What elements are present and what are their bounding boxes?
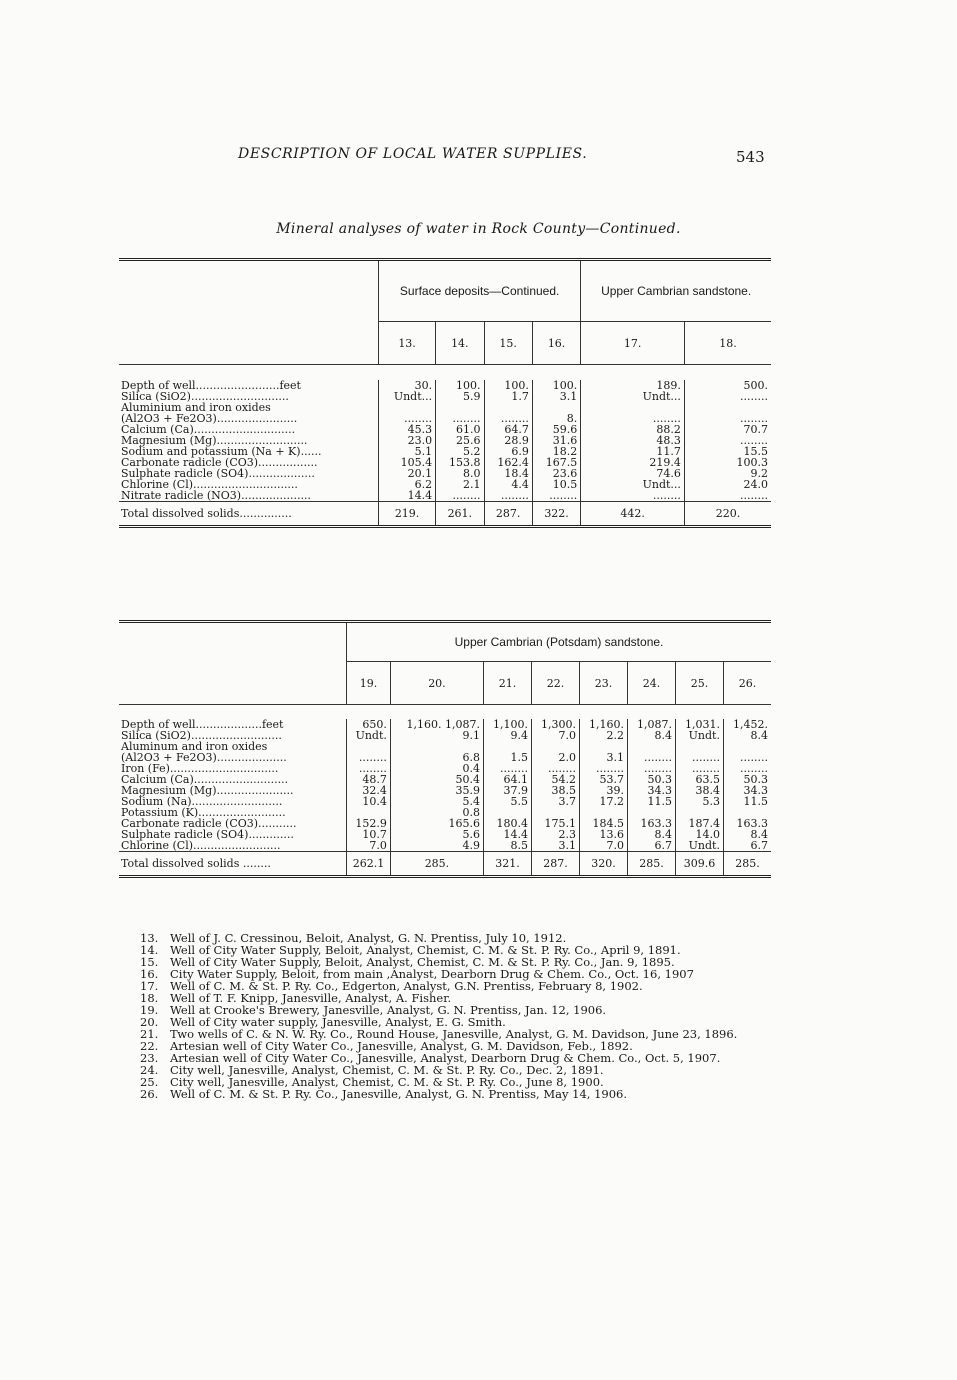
cell-value: 163.3: [723, 818, 771, 829]
cell-value: 10.7: [347, 829, 391, 840]
cell-value: 500.: [684, 380, 771, 391]
table-row: [119, 490, 771, 502]
cell-value: ........: [436, 413, 484, 424]
cell-value: 32.4: [347, 785, 391, 796]
cell-value: 180.4: [483, 818, 531, 829]
cell-value: 0.8: [390, 807, 483, 818]
cell-value: 7.0: [579, 840, 627, 852]
row-label: Chlorine (Cl).........................: [121, 839, 281, 852]
group-header-upper-cambrian: Upper Cambrian sandstone.: [581, 260, 771, 322]
cell-value: 163.3: [627, 818, 675, 829]
cell-value: 8.: [532, 413, 580, 424]
cell-value: 3.1: [531, 840, 579, 852]
group-header-upper-cambrian-potsdam: Upper Cambrian (Potsdam) sandstone.: [347, 622, 772, 662]
row-label: Sulphate radicle (SO4).............: [121, 828, 294, 841]
row-label: Carbonate radicle (CO3).................: [121, 456, 318, 469]
cell-value: 6.2: [379, 479, 436, 490]
cell-value: 2.0: [531, 752, 579, 763]
cell-value: 2.2: [579, 730, 627, 741]
cell-value: 105.4: [379, 457, 436, 468]
cell-value: 14.0: [675, 829, 723, 840]
cell-value: 38.5: [531, 785, 579, 796]
cell-value: 7.0: [347, 840, 391, 852]
row-label: Depth of well...................feet: [121, 718, 284, 731]
column-number: 19.: [347, 662, 391, 705]
cell-value: 1,087.: [627, 719, 675, 730]
cell-value: 1,300.: [531, 719, 579, 730]
cell-value: Undt...: [581, 391, 685, 402]
cell-value: 100.: [436, 380, 484, 391]
cell-value: 1.7: [484, 391, 532, 402]
cell-value: 6.7: [627, 840, 675, 852]
cell-value: 50.3: [627, 774, 675, 785]
footnote-text: Well at Crooke's Brewery, Janesville, Analyst, G. N. Prentiss, Jan. 12, 1906.: [170, 1003, 607, 1017]
footnote-number: 25.: [140, 1075, 159, 1089]
cell-value: 162.4: [484, 457, 532, 468]
footnote-text: City well, Janesville, Analyst, Chemist, C. M. & St. P. Ry. Co., June 8, 1900.: [170, 1075, 604, 1089]
row-label: Aluminium and iron oxides: [121, 401, 271, 414]
row-label: Magnesium (Mg)......................: [121, 784, 294, 797]
cell-value: Undt.: [675, 730, 723, 741]
row-label: Chlorine (Cl)..............................: [121, 478, 298, 491]
cell-value: 6.9: [484, 446, 532, 457]
cell-value: 11.7: [581, 446, 685, 457]
footnote-number: 16.: [140, 967, 159, 981]
total-value: 287.: [484, 502, 532, 527]
table-stub-head: [119, 260, 379, 365]
cell-value: 1,100.: [483, 719, 531, 730]
cell-value: ........: [484, 413, 532, 424]
row-label: Sodium and potassium (Na + K)......: [121, 445, 322, 458]
column-number: 20.: [390, 662, 483, 705]
cell-value: ........: [531, 763, 579, 774]
column-number: 26.: [723, 662, 771, 705]
cell-value: 4.9: [390, 840, 483, 852]
cell-value: ........: [723, 763, 771, 774]
cell-value: 187.4: [675, 818, 723, 829]
row-label: Potassium (K).........................: [121, 806, 286, 819]
footnote-text: Well of City Water Supply, Beloit, Analyst, Chemist, C. M. & St. P. Ry. Co., April 9, 1891.: [170, 943, 681, 957]
cell-value: 17.2: [579, 796, 627, 807]
total-label: Total dissolved solids ........: [119, 852, 347, 877]
row-label: Silica (SiO2)............................: [121, 390, 289, 403]
table-row: [119, 840, 771, 852]
footnote-number: 20.: [140, 1015, 159, 1029]
cell-value: 3.1: [579, 752, 627, 763]
cell-value: 61.0: [436, 424, 484, 435]
cell-value: Undt...: [581, 479, 685, 490]
footnote-text: Well of City Water Supply, Beloit, Analyst, Chemist, C. M. & St. P. Ry. Co., Jan. 9, 1895.: [170, 955, 675, 969]
total-row: [119, 502, 771, 527]
footnote-number: 22.: [140, 1039, 159, 1053]
cell-value: 28.9: [484, 435, 532, 446]
total-label: Total dissolved solids...............: [119, 502, 379, 527]
cell-value: 50.3: [723, 774, 771, 785]
row-label: Sodium (Na)..........................: [121, 795, 283, 808]
cell-value: 37.9: [483, 785, 531, 796]
cell-value: 5.3: [675, 796, 723, 807]
cell-value: 53.7: [579, 774, 627, 785]
cell-value: 11.5: [627, 796, 675, 807]
row-label: Calcium (Ca).............................: [121, 423, 296, 436]
cell-value: ........: [684, 391, 771, 402]
cell-value: 10.4: [347, 796, 391, 807]
total-value: 220.: [684, 502, 771, 527]
cell-value: ........: [347, 752, 391, 763]
total-value: 285.: [390, 852, 483, 877]
footnote-text: Two wells of C. & N. W. Ry. Co., Round House, Janesville, Analyst, G. M. Davidson, June 23, 1896.: [170, 1027, 738, 1041]
group-header-surface-deposits: Surface deposits—Continued.: [379, 260, 581, 322]
row-label: Nitrate radicle (NO3)....................: [121, 489, 312, 502]
column-number: 17.: [581, 322, 685, 365]
cell-value: ........: [581, 490, 685, 502]
cell-value: 152.9: [347, 818, 391, 829]
cell-value: 5.4: [390, 796, 483, 807]
row-label: Calcium (Ca)...........................: [121, 773, 289, 786]
analysis-table-1: [119, 258, 771, 528]
cell-value: 1,031.: [675, 719, 723, 730]
cell-value: 219.4: [581, 457, 685, 468]
cell-value: 63.5: [675, 774, 723, 785]
cell-value: 48.3: [581, 435, 685, 446]
cell-value: 7.0: [531, 730, 579, 741]
cell-value: 9.2: [684, 468, 771, 479]
cell-value: 5.2: [436, 446, 484, 457]
cell-value: 6.8: [390, 752, 483, 763]
cell-value: 8.4: [723, 730, 771, 741]
cell-value: ........: [627, 763, 675, 774]
cell-value: Undt.: [675, 840, 723, 852]
cell-value: ........: [379, 413, 436, 424]
cell-value: ........: [684, 413, 771, 424]
cell-value: 0.4: [390, 763, 483, 774]
running-header: [0, 146, 957, 166]
cell-value: 1,160. 1,087.: [390, 719, 483, 730]
cell-value: 64.1: [483, 774, 531, 785]
footnote-number: 13.: [140, 931, 159, 945]
cell-value: 59.6: [532, 424, 580, 435]
cell-value: 8.5: [483, 840, 531, 852]
cell-value: 5.6: [390, 829, 483, 840]
row-label: (Al2O3 + Fe2O3)....................: [121, 751, 287, 764]
column-number: 22.: [531, 662, 579, 705]
cell-value: 9.1: [390, 730, 483, 741]
cell-value: ........: [723, 752, 771, 763]
footnote-number: 15.: [140, 955, 159, 969]
cell-value: 38.4: [675, 785, 723, 796]
cell-value: 70.7: [684, 424, 771, 435]
footnote-item: [140, 1088, 780, 1100]
row-label: (Al2O3 + Fe2O3).......................: [121, 412, 298, 425]
cell-value: 1,452.: [723, 719, 771, 730]
column-number: 21.: [483, 662, 531, 705]
cell-value: 74.6: [581, 468, 685, 479]
footnote-text: Artesian well of City Water Co., Janesville, Analyst, G. M. Davidson, Feb., 1892.: [170, 1039, 633, 1053]
cell-value: 54.2: [531, 774, 579, 785]
footnote-number: 19.: [140, 1003, 159, 1017]
cell-value: 35.9: [390, 785, 483, 796]
total-value: 285.: [627, 852, 675, 877]
cell-value: 153.8: [436, 457, 484, 468]
cell-value: 165.6: [390, 818, 483, 829]
column-number: 18.: [684, 322, 771, 365]
cell-value: 189.: [581, 380, 685, 391]
cell-value: 1,160.: [579, 719, 627, 730]
cell-value: 15.5: [684, 446, 771, 457]
cell-value: 100.3: [684, 457, 771, 468]
footnote-number: 21.: [140, 1027, 159, 1041]
cell-value: 24.0: [684, 479, 771, 490]
cell-value: 2.1: [436, 479, 484, 490]
cell-value: 20.1: [379, 468, 436, 479]
row-label: Silica (SiO2)..........................: [121, 729, 282, 742]
total-value: 261.: [436, 502, 484, 527]
cell-value: 25.6: [436, 435, 484, 446]
cell-value: 23.6: [532, 468, 580, 479]
cell-value: 3.1: [532, 391, 580, 402]
cell-value: 3.7: [531, 796, 579, 807]
footnote-text: Well of C. M. & St. P. Ry. Co., Janesville, Analyst, G. N. Prentiss, May 14, 1906.: [170, 1087, 628, 1101]
cell-value: 45.3: [379, 424, 436, 435]
total-value: 322.: [532, 502, 580, 527]
cell-value: 6.7: [723, 840, 771, 852]
footnote-number: 23.: [140, 1051, 159, 1065]
cell-value: 50.4: [390, 774, 483, 785]
column-number: 24.: [627, 662, 675, 705]
page-number: 543: [736, 148, 765, 166]
cell-value: 64.7: [484, 424, 532, 435]
cell-value: 14.4: [379, 490, 436, 502]
total-value: 320.: [579, 852, 627, 877]
cell-value: ........: [436, 490, 484, 502]
cell-value: 2.3: [531, 829, 579, 840]
cell-value: 167.5: [532, 457, 580, 468]
cell-value: 23.0: [379, 435, 436, 446]
cell-value: ........: [347, 763, 391, 774]
table-caption: Mineral analyses of water in Rock County—Continued.: [276, 221, 681, 237]
total-value: 262.1: [347, 852, 391, 877]
footnote-text: Well of City water supply, Janesville, Analyst, E. G. Smith.: [170, 1015, 506, 1029]
cell-value: 8.4: [627, 730, 675, 741]
analysis-table-2: [119, 620, 771, 878]
cell-value: 48.7: [347, 774, 391, 785]
cell-value: 9.4: [483, 730, 531, 741]
cell-value: 30.: [379, 380, 436, 391]
cell-value: 5.9: [436, 391, 484, 402]
cell-value: 13.6: [579, 829, 627, 840]
footnote-text: Well of J. C. Cressinou, Beloit, Analyst, G. N. Prentiss, July 10, 1912.: [170, 931, 567, 945]
cell-value: ........: [532, 490, 580, 502]
cell-value: 8.0: [436, 468, 484, 479]
cell-value: 175.1: [531, 818, 579, 829]
footnote-text: Well of C. M. & St. P. Ry. Co., Edgerton, Analyst, G.N. Prentiss, February 8, 1902.: [170, 979, 643, 993]
cell-value: 5.1: [379, 446, 436, 457]
cell-value: 1.5: [483, 752, 531, 763]
row-label: Sulphate radicle (SO4)...................: [121, 467, 315, 480]
footnote-number: 26.: [140, 1087, 159, 1101]
cell-value: 8.4: [723, 829, 771, 840]
footnote-number: 17.: [140, 979, 159, 993]
cell-value: 14.4: [483, 829, 531, 840]
column-number: 25.: [675, 662, 723, 705]
cell-value: 11.5: [723, 796, 771, 807]
row-label: Aluminum and iron oxides: [121, 740, 268, 753]
column-number: 16.: [532, 322, 580, 365]
cell-value: 100.: [484, 380, 532, 391]
cell-value: ........: [581, 413, 685, 424]
cell-value: 10.5: [532, 479, 580, 490]
column-number: 15.: [484, 322, 532, 365]
row-label: Carbonate radicle (CO3)...........: [121, 817, 297, 830]
table-stub-head: [119, 622, 347, 705]
cell-value: 31.6: [532, 435, 580, 446]
cell-value: 4.4: [484, 479, 532, 490]
cell-value: 18.2: [532, 446, 580, 457]
cell-value: 184.5: [579, 818, 627, 829]
cell-value: 18.4: [484, 468, 532, 479]
footnote-number: 14.: [140, 943, 159, 957]
cell-value: 34.3: [723, 785, 771, 796]
footnotes: [140, 932, 780, 1100]
cell-value: 100.: [532, 380, 580, 391]
footnote-text: Artesian well of City Water Co., Janesville, Analyst, Dearborn Drug & Chem. Co., Oct. 5, 1907.: [170, 1051, 721, 1065]
column-number: 23.: [579, 662, 627, 705]
total-value: 287.: [531, 852, 579, 877]
cell-value: 650.: [347, 719, 391, 730]
cell-value: 34.3: [627, 785, 675, 796]
cell-value: ........: [579, 763, 627, 774]
column-number: 13.: [379, 322, 436, 365]
total-row: [119, 852, 771, 877]
cell-value: 8.4: [627, 829, 675, 840]
cell-value: ........: [675, 752, 723, 763]
cell-value: Undt...: [379, 391, 436, 402]
cell-value: ........: [484, 490, 532, 502]
running-title: DESCRIPTION OF LOCAL WATER SUPPLIES.: [238, 146, 588, 162]
cell-value: 88.2: [581, 424, 685, 435]
cell-value: ........: [684, 490, 771, 502]
total-value: 321.: [483, 852, 531, 877]
cell-value: ........: [483, 763, 531, 774]
cell-value: 39.: [579, 785, 627, 796]
row-label: Magnesium (Mg)..........................: [121, 434, 308, 447]
total-value: 309.6: [675, 852, 723, 877]
total-value: 442.: [581, 502, 685, 527]
total-value: 219.: [379, 502, 436, 527]
row-label: Iron (Fe)...............................: [121, 762, 279, 775]
total-value: 285.: [723, 852, 771, 877]
footnote-text: Well of T. F. Knipp, Janesville, Analyst, A. Fisher.: [170, 991, 452, 1005]
cell-value: 5.5: [483, 796, 531, 807]
footnote-text: City Water Supply, Beloit, from main ,Analyst, Dearborn Drug & Chem. Co., Oct. 16, 1907: [170, 967, 694, 981]
cell-value: ........: [684, 435, 771, 446]
cell-value: ........: [675, 763, 723, 774]
footnote-number: 24.: [140, 1063, 159, 1077]
cell-value: ........: [627, 752, 675, 763]
row-label: Depth of well........................feet: [121, 379, 301, 392]
column-number: 14.: [436, 322, 484, 365]
footnote-number: 18.: [140, 991, 159, 1005]
cell-value: Undt.: [347, 730, 391, 741]
footnote-text: City well, Janesville, Analyst, Chemist, C. M. & St. P. Ry. Co., Dec. 2, 1891.: [170, 1063, 604, 1077]
